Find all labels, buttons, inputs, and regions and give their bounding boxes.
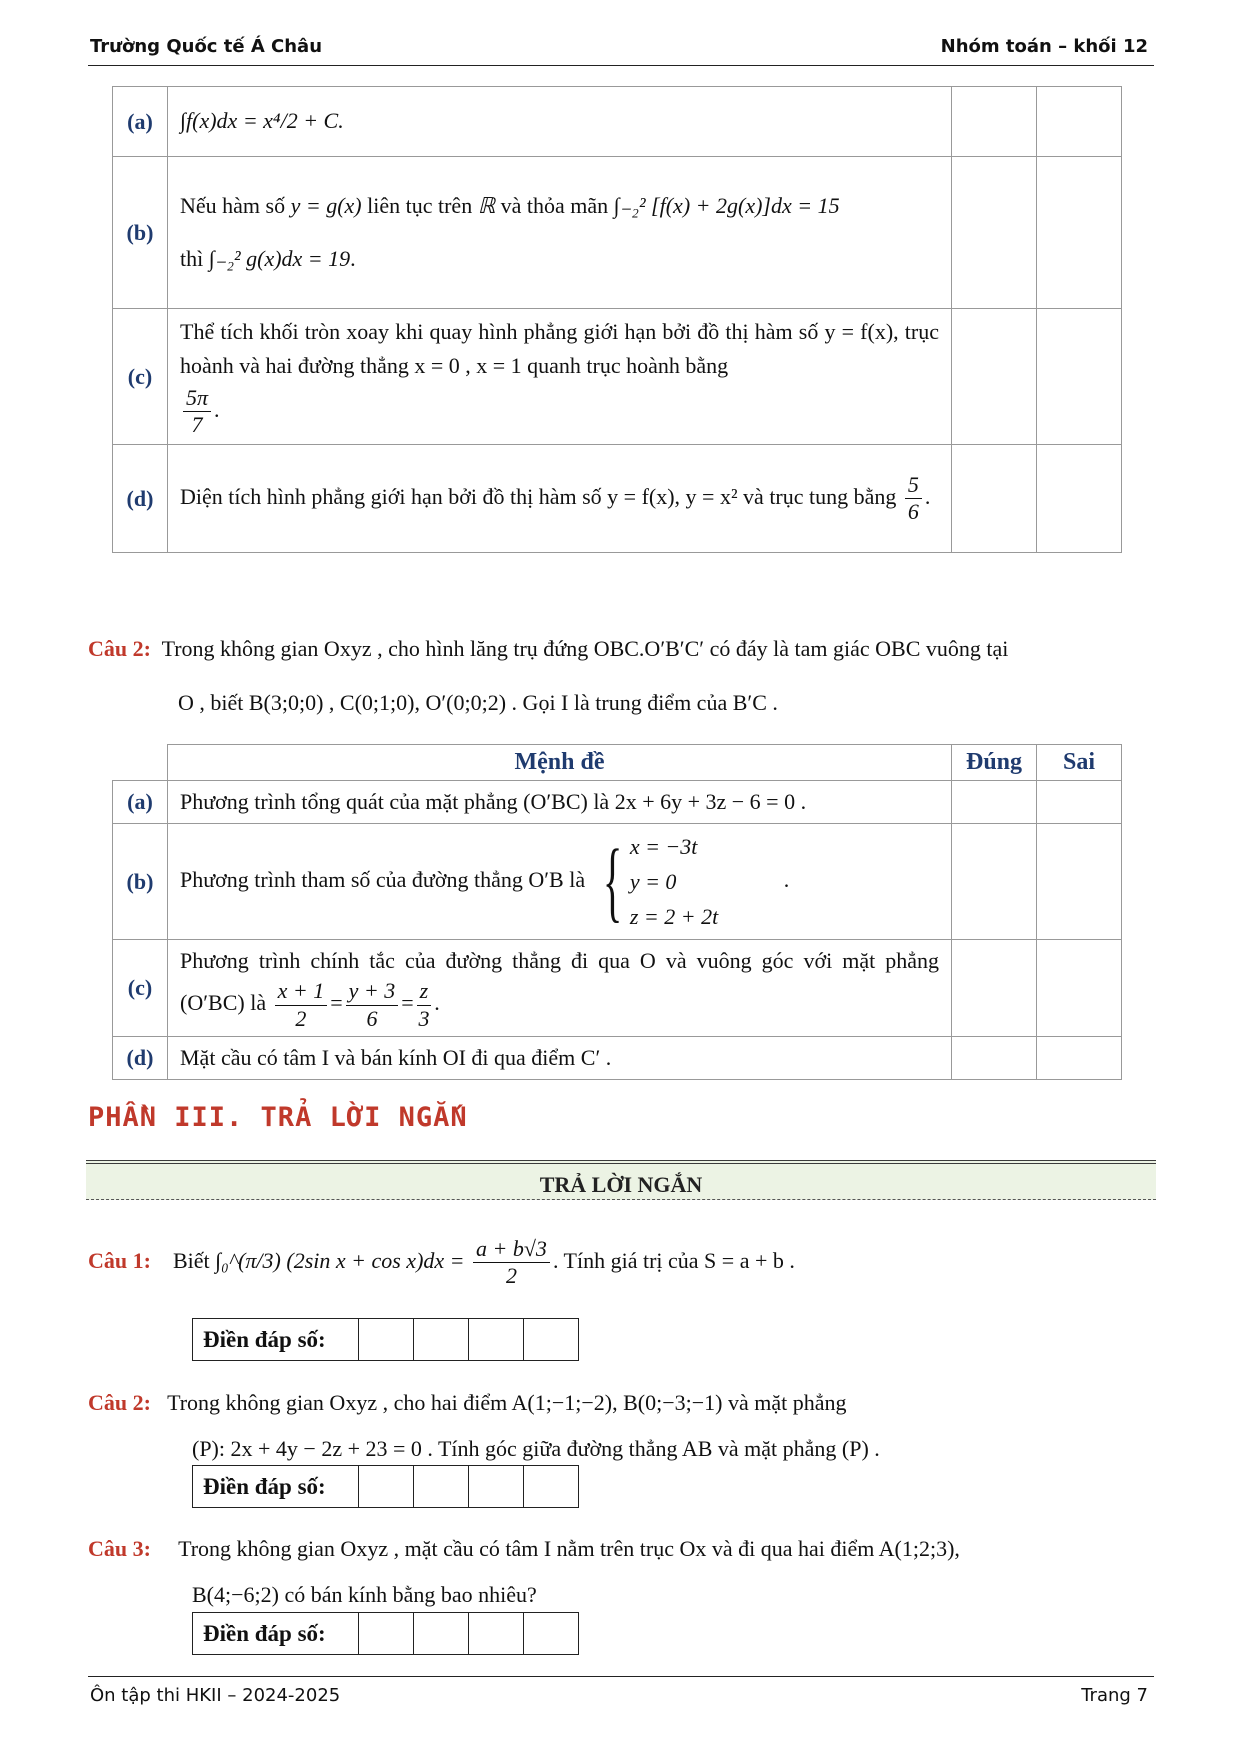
page-footer — [88, 1676, 1154, 1712]
answer-cell[interactable] — [359, 1613, 414, 1655]
answer-cell[interactable] — [469, 1466, 524, 1508]
question-text: Trong không gian Oxyz , cho hai điểm A(1;−1;−2), B(0;−3;−1) và mặt phẳng — [167, 1390, 847, 1415]
text-part: Phương trình tham số của đường thẳng O′B là — [180, 866, 586, 892]
short-question-2 — [88, 1380, 1154, 1472]
text-part: . Tính giá trị của S = a + b . — [552, 1247, 795, 1273]
page-header — [88, 36, 1154, 66]
text-part: . — [783, 866, 790, 892]
header-false: Sai — [1037, 745, 1122, 781]
row-label: (d) — [113, 445, 168, 553]
section-band: TRẢ LỜI NGẮN — [86, 1160, 1156, 1200]
text-part: . — [924, 483, 931, 509]
row-label: (b) — [113, 157, 168, 309]
true-cell[interactable] — [952, 157, 1037, 309]
text-part: . — [214, 396, 220, 422]
row-label: (a) — [113, 87, 168, 157]
short-question-1 — [88, 1236, 1154, 1290]
answer-box-3 — [192, 1612, 579, 1655]
table-row — [113, 940, 1122, 1037]
answer-cell[interactable] — [359, 1319, 414, 1361]
school-name: Trường Quốc tế Á Châu — [90, 36, 323, 57]
false-cell[interactable] — [1037, 445, 1122, 553]
true-cell[interactable] — [952, 445, 1037, 553]
false-cell[interactable] — [1037, 157, 1122, 309]
question-text: Trong không gian Oxyz , mặt cầu có tâm I nằm trên trục Ox và đi qua hai điểm A(1;2;3), — [178, 1536, 960, 1561]
text-part: thì — [180, 245, 204, 271]
table-header-row — [113, 745, 1122, 781]
answer-box-1 — [192, 1318, 579, 1361]
question-label: Câu 2: — [88, 1390, 151, 1415]
statement-text — [168, 309, 952, 445]
text-part: Biết — [172, 1247, 210, 1273]
text-part: . — [434, 990, 440, 1016]
table-row — [113, 309, 1122, 445]
false-cell[interactable] — [1037, 824, 1122, 940]
fraction: $\frac{x + 1}{2}$ — [275, 978, 328, 1032]
header-true: Đúng — [952, 745, 1037, 781]
statement-text: ∫f(x)dx = x⁴/2 + C. — [168, 87, 952, 157]
question-text: B(4;−6;2) có bán kính bằng bao nhiêu? — [192, 1582, 537, 1607]
table-row — [113, 824, 1122, 940]
statement-text: Phương trình chính tắc của đường thẳng đi qua O và vuông góc với mặt phẳng (O′BC) là $\frac{x + 1}{2}$ = $\frac{y + 3}{6}$ = $\frac{z}{3}$ . — [168, 940, 952, 1037]
answer-label: Điền đáp số: — [193, 1613, 359, 1655]
fraction: $\frac{a + b√3}{2}$ — [473, 1236, 550, 1290]
fraction: $\frac{5\pi}{7}$ — [183, 385, 211, 439]
math-expr: ∫₋₂² [f(x) + 2g(x)]dx = 15 — [613, 193, 840, 219]
statement-text — [168, 824, 952, 940]
row-label: (c) — [113, 940, 168, 1037]
true-cell[interactable] — [952, 781, 1037, 824]
answer-cell[interactable] — [414, 1466, 469, 1508]
text-part: Thể tích khối tròn xoay khi quay hình phẳng giới hạn bởi đồ thị hàm số y = f(x), trục hoành và hai đường thẳng x = 0 , x = 1 quanh trục hoành bằng — [180, 318, 939, 378]
row-label: (c) — [113, 309, 168, 445]
answer-label: Điền đáp số: — [193, 1319, 359, 1361]
true-cell[interactable] — [952, 87, 1037, 157]
answer-cell[interactable] — [524, 1613, 579, 1655]
true-false-table-1 — [112, 86, 1122, 553]
header-statement: Mệnh đề — [168, 745, 952, 781]
false-cell[interactable] — [1037, 1036, 1122, 1079]
math-expr: ℝ — [477, 193, 496, 219]
true-false-table-2 — [112, 744, 1122, 1080]
answer-cell[interactable] — [469, 1319, 524, 1361]
question-label: Câu 1: — [88, 1247, 151, 1273]
fraction: $\frac{z}{3}$ — [418, 978, 430, 1031]
text-part: liên tục trên — [367, 193, 473, 219]
math-expr: ∫₀^(π/3) (2sin x + cos x)dx = — [215, 1247, 465, 1273]
math-expr: ∫₋₂² g(x)dx = 19 — [208, 245, 351, 271]
answer-box-2 — [192, 1465, 579, 1508]
fraction: $\frac{5}{6}$ — [905, 472, 922, 526]
statement-text: Phương trình tổng quát của mặt phẳng (O′BC) là 2x + 6y + 3z − 6 = 0 . — [168, 781, 952, 824]
equation-system: x = −3t y = 0 z = 2 + 2t — [629, 833, 719, 930]
answer-cell[interactable] — [414, 1613, 469, 1655]
short-question-3 — [88, 1526, 1154, 1618]
answer-label: Điền đáp số: — [193, 1466, 359, 1508]
table-row — [113, 157, 1122, 309]
answer-cell[interactable] — [359, 1466, 414, 1508]
footer-left: Ôn tập thi HKII – 2024-2025 — [90, 1685, 341, 1706]
false-cell[interactable] — [1037, 87, 1122, 157]
question-text: Trong không gian Oxyz , cho hình lăng trụ đứng OBC.O′B′C′ có đáy là tam giác OBC vuông tại — [161, 636, 1009, 661]
answer-cell[interactable] — [469, 1613, 524, 1655]
false-cell[interactable] — [1037, 309, 1122, 445]
math-expr: y = g(x) — [290, 193, 362, 219]
statement-text — [168, 445, 952, 553]
answer-cell[interactable] — [414, 1319, 469, 1361]
false-cell[interactable] — [1037, 781, 1122, 824]
answer-cell[interactable] — [524, 1466, 579, 1508]
table-row — [113, 1036, 1122, 1079]
question-2-part2 — [88, 622, 1154, 730]
text-part: Phương trình chính tắc của đường thẳng đi qua O và vuông góc với mặt phẳng (O′BC) là — [180, 948, 939, 1016]
page-number: Trang 7 — [1081, 1685, 1148, 1706]
table-row — [113, 87, 1122, 157]
question-label: Câu 3: — [88, 1536, 151, 1561]
table-row — [113, 445, 1122, 553]
answer-cell[interactable] — [524, 1319, 579, 1361]
text-part: Diện tích hình phẳng giới hạn bởi đồ thị hàm số y = f(x), y = x² và trục tung bằng — [180, 483, 897, 509]
statement-text: Mặt cầu có tâm I và bán kính OI đi qua điểm C′ . — [168, 1036, 952, 1079]
text-part: và thỏa mãn — [500, 193, 609, 219]
question-text: (P): 2x + 4y − 2z + 23 = 0 . Tính góc giữa đường thẳng AB và mặt phẳng (P) . — [192, 1436, 880, 1461]
statement-text — [168, 157, 952, 309]
row-label: (d) — [113, 1036, 168, 1079]
false-cell[interactable] — [1037, 940, 1122, 1037]
row-label: (a) — [113, 781, 168, 824]
question-label: Câu 2: — [88, 636, 151, 661]
fraction: $\frac{y + 3}{6}$ — [346, 978, 399, 1032]
part-title: PHẦN III. TRẢ LỜI NGẮN — [88, 1102, 468, 1133]
true-cell[interactable] — [952, 940, 1037, 1037]
true-cell[interactable] — [952, 824, 1037, 940]
text-part: Nếu hàm số — [180, 193, 286, 219]
text-part: . — [350, 245, 356, 271]
table-row — [113, 781, 1122, 824]
question-text: O , biết B(3;0;0) , C(0;1;0), O′(0;0;2) . Gọi I là trung điểm của B′C . — [178, 690, 778, 715]
brace-icon: { — [602, 831, 622, 931]
true-cell[interactable] — [952, 309, 1037, 445]
true-cell[interactable] — [952, 1036, 1037, 1079]
row-label: (b) — [113, 824, 168, 940]
group-name: Nhóm toán – khối 12 — [940, 36, 1148, 57]
